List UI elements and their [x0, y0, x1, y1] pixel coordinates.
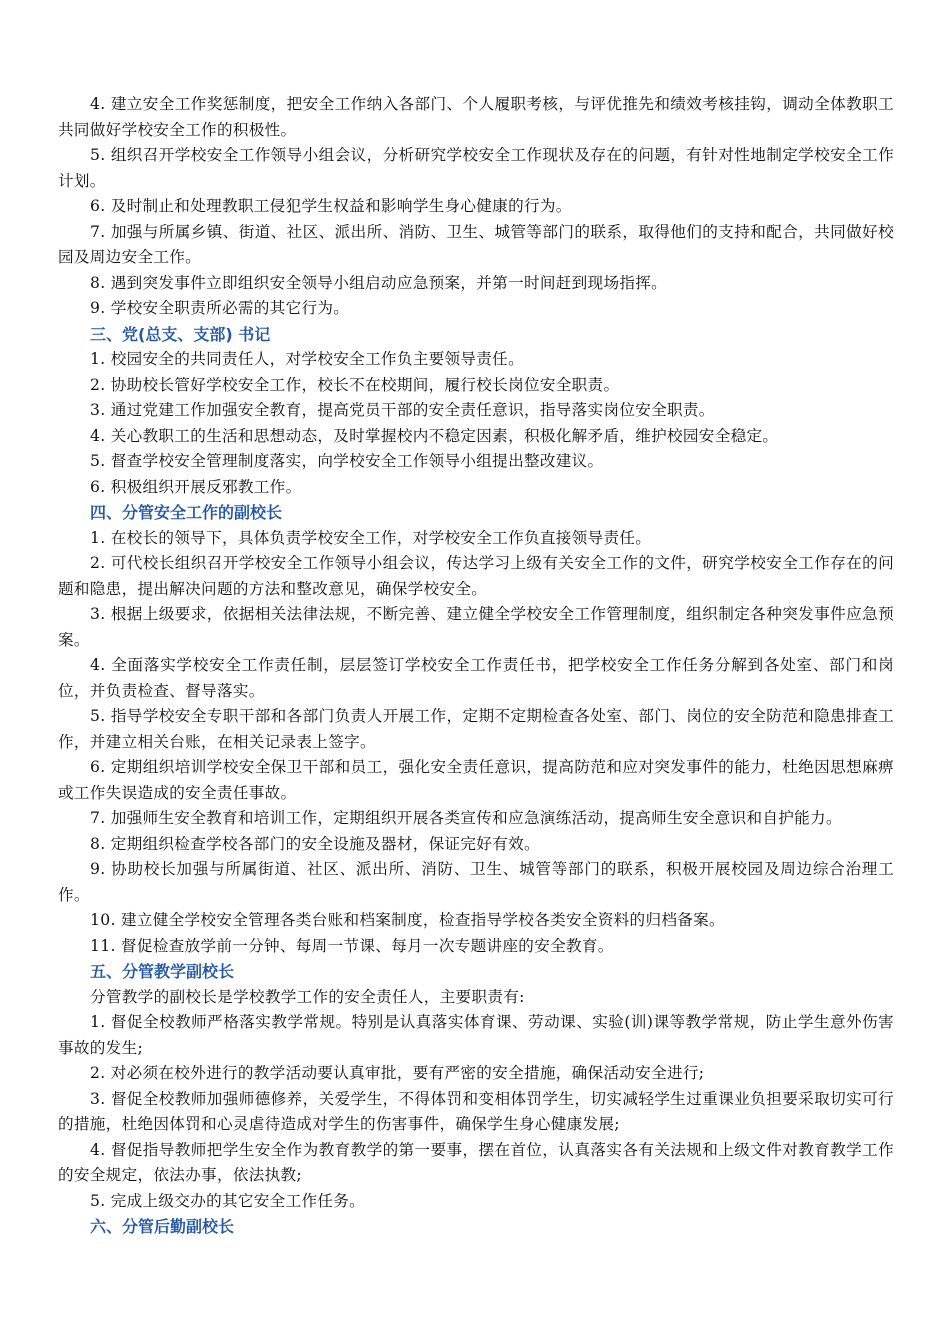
paragraph: 1. 督促全校教师严格落实教学常规。特别是认真落实体育课、劳动课、实验(训)课等教学常规，防止学生意外伤害事故的发生; — [58, 1013, 894, 1057]
paragraph: 8. 遇到突发事件立即组织安全领导小组启动应急预案，并第一时间赶到现场指挥。 — [90, 273, 668, 292]
paragraph: 4. 全面落实学校安全工作责任制，层层签订学校安全工作责任书，把学校安全工作任务分解到各处室、部门和岗位，并负责检查、督导落实。 — [58, 656, 894, 700]
paragraph: 6. 及时制止和处理教职工侵犯学生权益和影响学生身心健康的行为。 — [90, 197, 572, 215]
paragraph: 9. 协助校长加强与所属街道、社区、派出所、消防、卫生、城管等部门的联系，积极开展校园及周边综合治理工作。 — [58, 860, 894, 904]
paragraph: 5. 完成上级交办的其它安全工作任务。 — [90, 1191, 366, 1210]
paragraph: 9. 学校安全职责所必需的其它行为。 — [90, 299, 350, 317]
paragraph: 3. 通过党建工作加强安全教育，提高党员干部的安全责任意识，指导落实岗位安全职责。 — [90, 401, 715, 419]
paragraph: 4. 关心教职工的生活和思想动态，及时掌握校内不稳定因素，积极化解矛盾，维护校园安全稳定。 — [90, 426, 779, 445]
paragraph: 5. 组织召开学校安全工作领导小组会议，分析研究学校安全工作现状及存在的问题，有针对性地制定学校安全工作计划。 — [58, 146, 894, 190]
document-page — [58, 92, 894, 1240]
paragraph: 1. 在校长的领导下，具体负责学校安全工作，对学校安全工作负直接领导责任。 — [90, 528, 652, 547]
paragraph: 7. 加强师生安全教育和培训工作，定期组织开展各类宣传和应急演练活动，提高师生安全意识和自护能力。 — [90, 809, 842, 827]
paragraph: 10. 建立健全学校安全管理各类台账和档案制度，检查指导学校各类安全资料的归档备案。 — [90, 911, 725, 929]
paragraph: 2. 可代校长组织召开学校安全工作领导小组会议，传达学习上级有关安全工作的文件，研究学校安全工作存在的问题和隐患，提出解决问题的方法和整改意见，确保学校安全。 — [58, 554, 894, 598]
paragraph: 2. 协助校长管好学校安全工作，校长不在校期间，履行校长岗位安全职责。 — [90, 375, 620, 394]
paragraph: 6. 定期组织培训学校安全保卫干部和员工，强化安全责任意识，提高防范和应对突发事件的能力，杜绝因思想麻痹或工作失误造成的安全责任事故。 — [58, 758, 894, 802]
paragraph: 7. 加强与所属乡镇、街道、社区、派出所、消防、卫生、城管等部门的联系，取得他们的支持和配合，共同做好校园及周边安全工作。 — [58, 222, 894, 266]
paragraph: 8. 定期组织检查学校各部门的安全设施及器材，保证完好有效。 — [90, 834, 540, 853]
section-heading-teaching-vice-principal: 五、分管教学副校长 — [90, 962, 235, 981]
section-heading-party-secretary: 三、党(总支、支部) 书记 — [90, 324, 271, 344]
paragraph: 11. 督促检查放学前一分钟、每周一节课、每月一次专题讲座的安全教育。 — [90, 936, 614, 955]
paragraph: 1. 校园安全的共同责任人，对学校安全工作负主要领导责任。 — [90, 350, 524, 368]
section-heading-safety-vice-principal: 四、分管安全工作的副校长 — [90, 503, 283, 522]
paragraph: 4. 建立安全工作奖惩制度，把安全工作纳入各部门、个人履职考核，与评优推先和绩效考核挂钩，调动全体教职工共同做好学校安全工作的积极性。 — [58, 95, 894, 139]
paragraph: 2. 对必须在校外进行的教学活动要认真审批，要有严密的安全措施，确保活动安全进行; — [90, 1064, 705, 1082]
paragraph: 3. 督促全校教师加强师德修养，关爱学生，不得体罚和变相体罚学生，切实减轻学生过重课业负担要采取切实可行的措施，杜绝因体罚和心灵虐待造成对学生的伤害事件，确保学生身心健康发展; — [58, 1089, 894, 1133]
paragraph: 6. 积极组织开展反邪教工作。 — [90, 477, 302, 496]
paragraph: 5. 督查学校安全管理制度落实，向学校安全工作领导小组提出整改建议。 — [90, 452, 604, 470]
section-intro: 分管教学的副校长是学校教学工作的安全责任人，主要职责有: — [90, 987, 525, 1006]
paragraph: 4. 督促指导教师把学生安全作为教育教学的第一要事，摆在首位，认真落实各有关法规和上级文件对教育教学工作的安全规定，依法办事，依法执教; — [58, 1140, 894, 1184]
section-heading-logistics-vice-principal: 六、分管后勤副校长 — [90, 1217, 235, 1236]
paragraph: 5. 指导学校安全专职干部和各部门负责人开展工作，定期不定期检查各处室、部门、岗位的安全防范和隐患排查工作，并建立相关台账，在相关记录表上签字。 — [58, 707, 894, 751]
paragraph: 3. 根据上级要求，依据相关法律法规，不断完善、建立健全学校安全工作管理制度，组织制定各种突发事件应急预案。 — [58, 605, 894, 649]
